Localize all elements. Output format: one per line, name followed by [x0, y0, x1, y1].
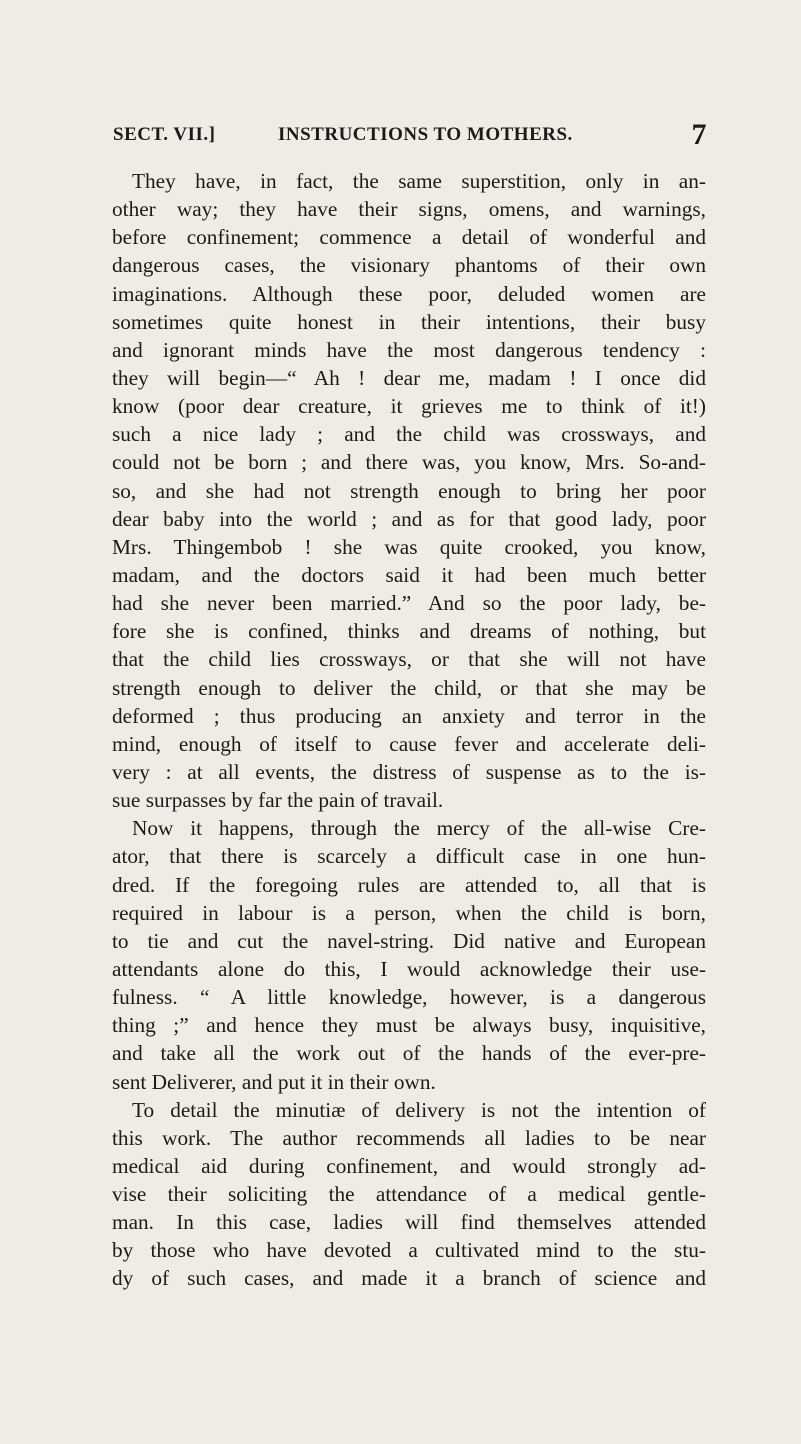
- text-line: strength enough to deliver the child, or that she may be: [112, 675, 706, 700]
- running-head: [113, 118, 707, 154]
- text-line: sent Deliverer, and put it in their own.: [112, 1069, 436, 1094]
- text-line: could not be born ; and there was, you know, Mrs. So-and-: [112, 450, 706, 475]
- text-line: fore she is confined, thinks and dreams of nothing, but: [112, 619, 706, 644]
- text-line: vise their soliciting the attendance of a medical gentle-: [112, 1182, 706, 1207]
- text-line: They have, in fact, the same superstition, only in an-: [132, 169, 706, 193]
- text-line: they will begin—“ Ah ! dear me, madam ! I once did: [112, 365, 706, 390]
- text-line: and ignorant minds have the most dangerous tendency :: [112, 337, 706, 362]
- text-line: so, and she had not strength enough to bring her poor: [112, 478, 706, 503]
- text-line: had she never been married.” And so the poor lady, be-: [112, 591, 706, 616]
- text-line: dangerous cases, the visionary phantoms of their own: [112, 253, 706, 278]
- text-line: dear baby into the world ; and as for that good lady, poor: [112, 506, 706, 531]
- text-line: know (poor dear creature, it grieves me to think of it!): [112, 394, 706, 419]
- text-line: thing ;” and hence they must be always busy, inquisitive,: [112, 1013, 706, 1038]
- text-line: dy of such cases, and made it a branch of science and: [112, 1266, 706, 1291]
- text-line: sue surpasses by far the pain of travail.: [112, 788, 444, 813]
- text-line: To detail the minutiæ of delivery is not the intention of: [132, 1097, 706, 1122]
- text-line: sometimes quite honest in their intentions, their busy: [112, 309, 706, 334]
- text-line: and take all the work out of the hands of the ever-pre-: [112, 1041, 706, 1066]
- text-line: very : at all events, the distress of suspense as to the is-: [112, 759, 706, 784]
- text-line: madam, and the doctors said it had been much better: [112, 562, 706, 587]
- text-line: man. In this case, ladies will find themselves attended: [112, 1210, 706, 1235]
- text-line: imaginations. Although these poor, deluded women are: [112, 281, 706, 306]
- text-line: attendants alone do this, I would acknowledge their use-: [112, 956, 706, 981]
- section-label: SECT. VII.]: [113, 124, 216, 145]
- running-title: INSTRUCTIONS TO MOTHERS.: [278, 124, 573, 145]
- text-line: Now it happens, through the mercy of the all-wise Cre-: [132, 816, 706, 841]
- text-line: required in labour is a person, when the child is born,: [112, 900, 706, 925]
- text-line: by those who have devoted a cultivated mind to the stu-: [112, 1238, 706, 1263]
- text-line: Mrs. Thingembob ! she was quite crooked, you know,: [112, 534, 706, 559]
- text-line: dred. If the foregoing rules are attended to, all that is: [112, 872, 706, 897]
- text-line: ator, that there is scarcely a difficult case in one hun-: [112, 844, 706, 869]
- page-number: 7: [691, 118, 707, 151]
- text-line: other way; they have their signs, omens, and warnings,: [112, 197, 706, 222]
- body-text: [112, 167, 706, 1293]
- text-line: such a nice lady ; and the child was crossways, and: [112, 422, 706, 447]
- text-line: that the child lies crossways, or that she will not have: [112, 647, 706, 672]
- text-line: deformed ; thus producing an anxiety and terror in the: [112, 703, 706, 728]
- text-line: to tie and cut the navel-string. Did native and European: [112, 928, 706, 953]
- text-line: mind, enough of itself to cause fever and accelerate deli-: [112, 731, 706, 756]
- text-line: medical aid during confinement, and would strongly ad-: [112, 1153, 706, 1178]
- text-line: before confinement; commence a detail of wonderful and: [112, 225, 706, 250]
- text-line: this work. The author recommends all ladies to be near: [112, 1125, 706, 1150]
- text-line: fulness. “ A little knowledge, however, is a dangerous: [112, 985, 706, 1010]
